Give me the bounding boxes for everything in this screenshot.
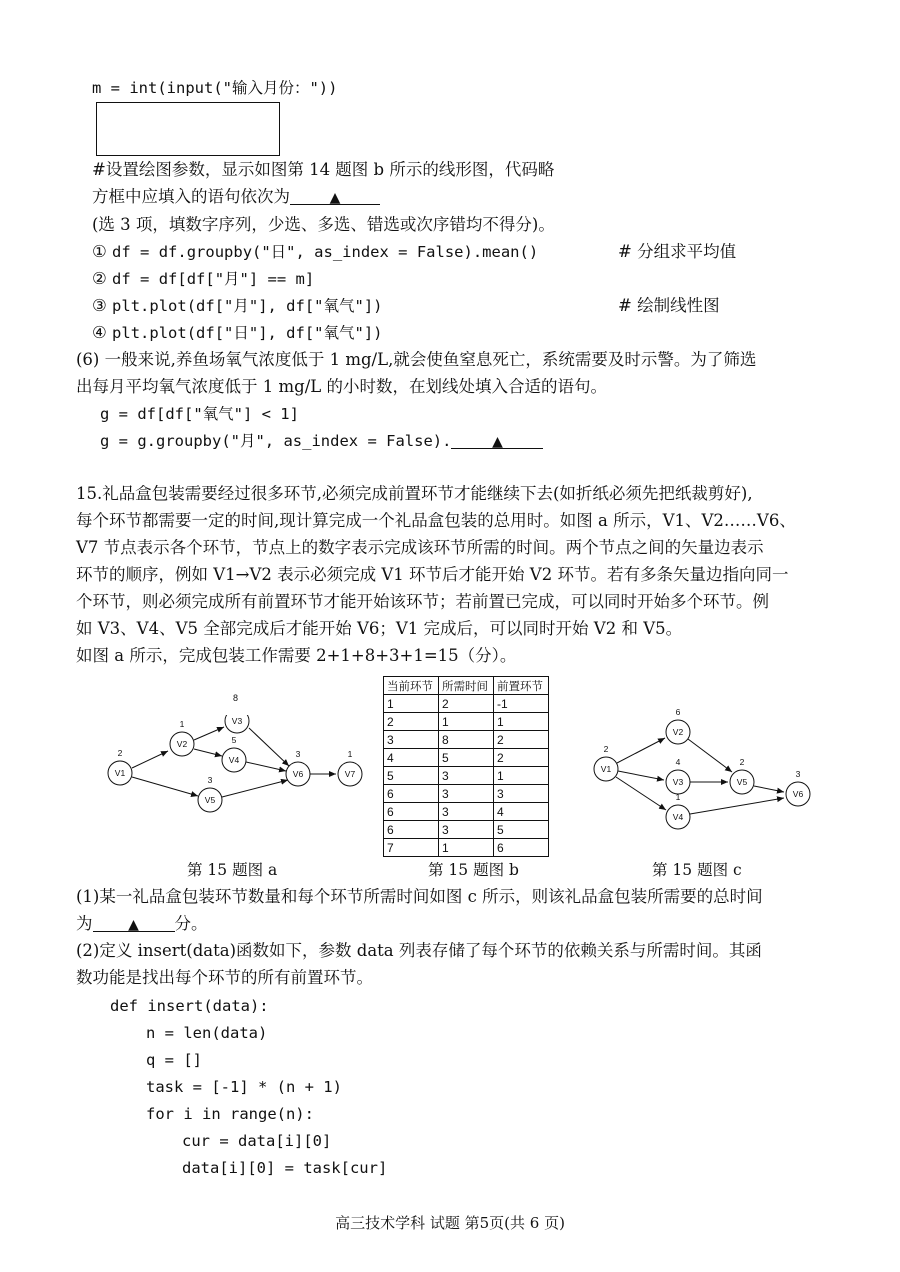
table-cell: 5 <box>494 821 549 839</box>
table-row <box>384 839 549 857</box>
sub1-answer-blank <box>93 913 175 932</box>
node-label: V4 <box>672 812 684 822</box>
q6-text-line-2: 出每月平均氧气浓度低于 1 mg/L 的小时数，在划线处填入合适的语句。 <box>76 377 607 396</box>
blank-triangle: ▲ <box>492 434 503 450</box>
node-time: 5 <box>231 735 237 745</box>
code-line: task = [-1] * (n + 1) <box>146 1078 342 1096</box>
figure-c-graph <box>588 702 818 832</box>
option-number: ③ <box>92 296 107 315</box>
q5-instruction-line: (选 3 项，填数字序列，少选、多选、错选或次序错均不得分)。 <box>92 215 555 234</box>
node-time: 2 <box>603 744 609 754</box>
table-cell: 3 <box>439 821 494 839</box>
table-cell: 3 <box>384 731 439 749</box>
node-label: V1 <box>114 768 126 778</box>
figure-a-caption: 第 15 题图 a <box>187 861 278 879</box>
table-cell: 5 <box>384 767 439 785</box>
table-cell: 7 <box>384 839 439 857</box>
node-time: 6 <box>675 707 681 717</box>
table-cell: 3 <box>439 767 494 785</box>
blank-triangle: ▲ <box>128 917 139 933</box>
q6-answer-blank <box>451 430 543 449</box>
node-time: 3 <box>207 775 213 785</box>
node-label: V2 <box>672 727 684 737</box>
option-code: plt.plot(df["月"], df["氧气"]) <box>112 297 383 315</box>
q5-option-4 <box>92 322 383 344</box>
q15-sub2-line-1: (2)定义 insert(data)函数如下，参数 data 列表存储了每个环节的依赖关系与所需时间。其函 <box>76 941 762 960</box>
node-time: 3 <box>795 769 801 779</box>
q6-text-line-1: (6) 一般来说,养鱼场氧气浓度低于 1 mg/L,就会使鱼窒息死亡，系统需要及时示警。为了筛选 <box>76 350 757 369</box>
q5-option-1 <box>92 241 538 263</box>
q6-code-2-text: g = g.groupby("月", as_index = False). <box>100 432 452 450</box>
table-cell: 3 <box>494 785 549 803</box>
table-header: 所需时间 <box>439 677 494 695</box>
table-row <box>384 803 549 821</box>
table-cell: 1 <box>439 713 494 731</box>
table-cell: 2 <box>494 749 549 767</box>
node-time: 4 <box>675 757 681 767</box>
q15-para-line: V7 节点表示各个环节，节点上的数字表示完成该环节所需的时间。两个节点之间的矢量边表示 <box>76 538 764 557</box>
q5-option-3 <box>92 295 383 317</box>
node-time: 1 <box>179 719 185 729</box>
q15-para-line: 个环节，则必须完成所有前置环节才能开始该环节；若前置已完成，可以同时开始多个环节。例 <box>76 592 769 611</box>
option-code: df = df[df["月"] == m] <box>112 270 315 288</box>
code-line: def insert(data): <box>110 997 269 1015</box>
node-label: V2 <box>176 739 188 749</box>
q15-sub2-line-2: 数功能是找出每个环节的所有前置环节。 <box>76 968 373 987</box>
node-label: V6 <box>292 769 304 779</box>
sub1-suffix: 分。 <box>174 914 208 933</box>
q5-option-1-comment: # 分组求平均值 <box>618 242 737 261</box>
table-cell: 8 <box>439 731 494 749</box>
node-label: V3 <box>672 777 684 787</box>
answer-box <box>96 102 280 156</box>
input-code-line: m = int(input("输入月份：")) <box>92 79 338 97</box>
q15-para-line: 每个环节都需要一定的时间,现计算完成一个礼品盒包装的总用时。如图 a 所示，V1、V2……V6、 <box>76 511 796 530</box>
table-cell: 5 <box>439 749 494 767</box>
table-header: 前置环节 <box>494 677 549 695</box>
table-header-row <box>384 677 549 695</box>
table-cell: 1 <box>439 839 494 857</box>
q5-comment-line: #设置绘图参数，显示如图第 14 题图 b 所示的线形图，代码略 <box>92 160 555 179</box>
node-label: V3 <box>231 716 243 726</box>
table-cell: 1 <box>384 695 439 713</box>
node-time: 2 <box>117 748 123 758</box>
node-label: V5 <box>736 777 748 787</box>
q15-para-line: 15.礼品盒包装需要经过很多环节,必须完成前置环节才能继续下去(如折纸必须先把纸裁剪好), <box>76 484 753 503</box>
table-cell: 3 <box>439 785 494 803</box>
q6-code-1: g = df[df["氧气"] < 1] <box>100 405 299 423</box>
code-line: data[i][0] = task[cur] <box>182 1159 388 1177</box>
figure-b-caption: 第 15 题图 b <box>428 861 519 879</box>
page-footer: 高三技术学科 试题 第5页(共 6 页) <box>335 1214 565 1232</box>
sub1-prefix: 为 <box>76 914 93 933</box>
q15-para-line: 如图 a 所示，完成包装工作需要 2+1+8+3+1=15（分）。 <box>76 646 517 665</box>
q15-para-line: 环节的顺序，例如 V1→V2 表示必须完成 V1 环节后才能开始 V2 环节。若有多条矢量边指向同一 <box>76 565 789 584</box>
q5-answer-blank <box>290 186 380 205</box>
node-label: V7 <box>344 769 356 779</box>
q5-prompt-line <box>92 186 380 208</box>
code-line: n = len(data) <box>146 1024 268 1042</box>
table-cell: 3 <box>439 803 494 821</box>
table-row <box>384 821 549 839</box>
node-label: V6 <box>792 789 804 799</box>
table-row <box>384 767 549 785</box>
table-cell: 6 <box>494 839 549 857</box>
node-time: 2 <box>739 757 745 767</box>
option-number: ① <box>92 242 107 261</box>
figure-a-graph <box>96 715 371 825</box>
table-cell: 1 <box>494 767 549 785</box>
table-row <box>384 731 549 749</box>
q5-option-2 <box>92 268 314 290</box>
table-cell: 4 <box>494 803 549 821</box>
table-cell: 2 <box>494 731 549 749</box>
q6-code-2 <box>100 430 543 452</box>
table-cell: 2 <box>384 713 439 731</box>
option-number: ④ <box>92 323 107 342</box>
table-cell: 6 <box>384 803 439 821</box>
table-cell: 6 <box>384 785 439 803</box>
table-row <box>384 695 549 713</box>
node-time: 1 <box>347 749 353 759</box>
option-code: df = df.groupby("日", as_index = False).mean() <box>112 243 539 261</box>
code-line: q = [] <box>146 1051 202 1069</box>
table-header: 当前环节 <box>384 677 439 695</box>
node-time-v3: 8 <box>233 693 239 703</box>
node-label: V5 <box>204 795 216 805</box>
table-row <box>384 749 549 767</box>
table-row <box>384 713 549 731</box>
table-cell: 6 <box>384 821 439 839</box>
figure-b-table <box>383 676 549 857</box>
table-cell: 4 <box>384 749 439 767</box>
q15-sub1-line-2 <box>76 913 208 935</box>
node-time: 1 <box>675 792 681 802</box>
node-label: V1 <box>600 764 612 774</box>
table-cell: -1 <box>494 695 549 713</box>
q15-sub1-line-1: (1)某一礼品盒包装环节数量和每个环节所需时间如图 c 所示，则该礼品盒包装所需要的总时间 <box>76 887 763 906</box>
q15-para-line: 如 V3、V4、V5 全部完成后才能开始 V6；V1 完成后，可以同时开始 V2 和 V5。 <box>76 619 683 638</box>
figure-c-caption: 第 15 题图 c <box>652 861 742 879</box>
option-code: plt.plot(df["日"], df["氧气"]) <box>112 324 383 342</box>
table-cell: 2 <box>439 695 494 713</box>
table-row <box>384 785 549 803</box>
blank-triangle: ▲ <box>329 190 341 206</box>
node-time: 3 <box>295 749 301 759</box>
code-line: for i in range(n): <box>146 1105 314 1123</box>
code-line: cur = data[i][0] <box>182 1132 332 1150</box>
q5-option-3-comment: # 绘制线性图 <box>618 296 720 315</box>
node-label: V4 <box>228 755 240 765</box>
option-number: ② <box>92 269 107 288</box>
q5-prompt-text: 方框中应填入的语句依次为 <box>92 187 290 206</box>
table-cell: 1 <box>494 713 549 731</box>
